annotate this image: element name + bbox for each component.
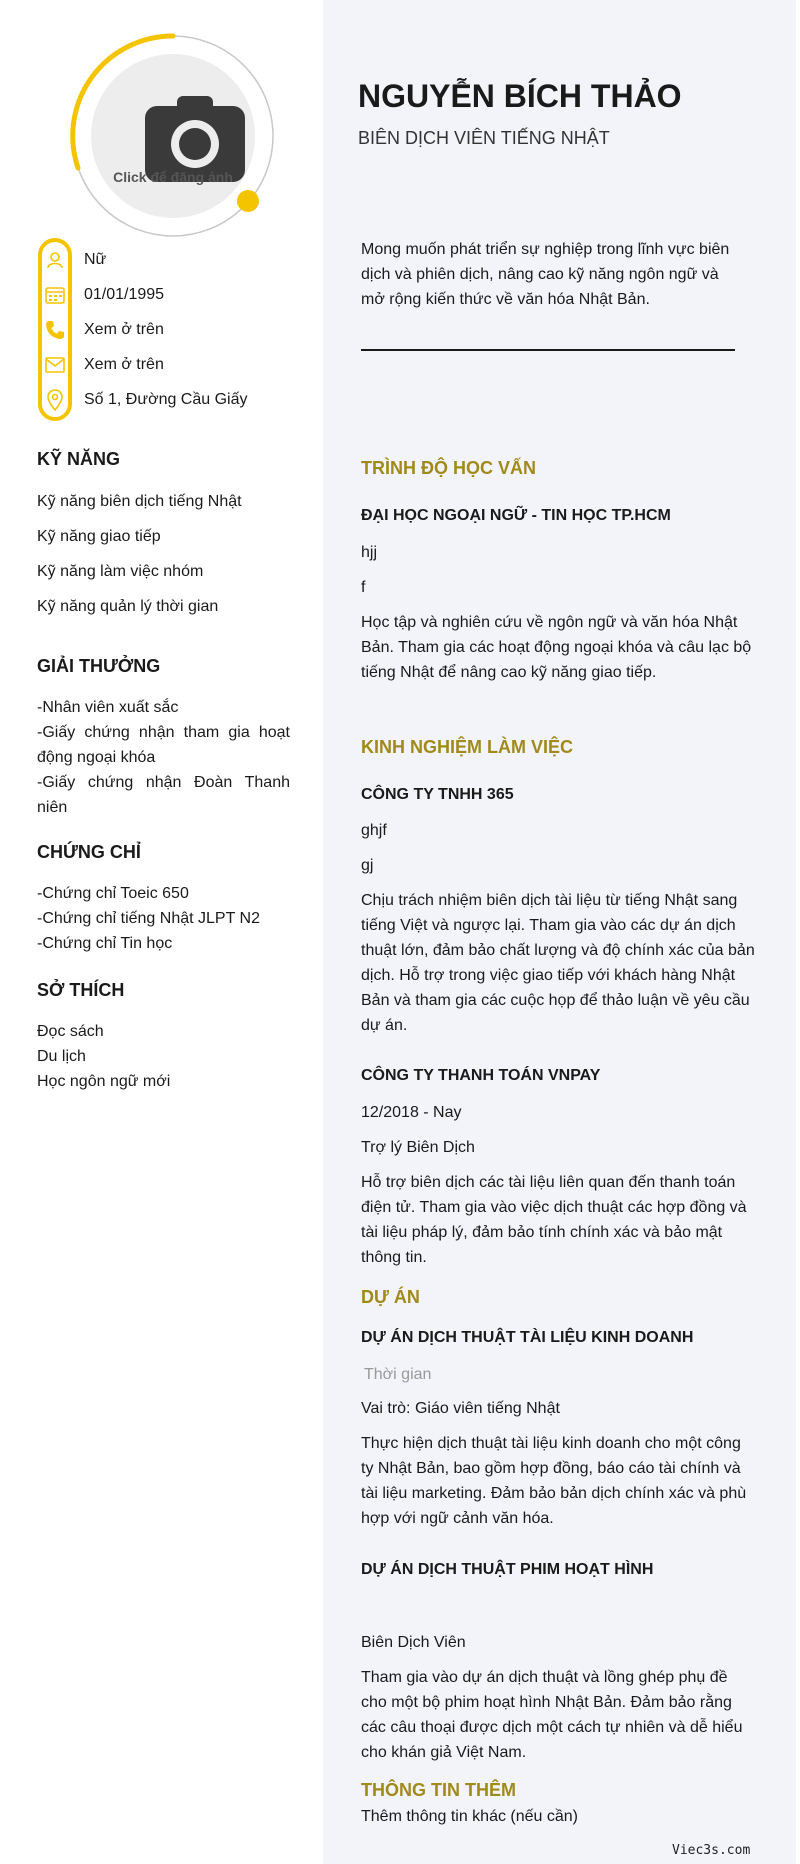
- experience-line: 12/2018 - Nay: [361, 1104, 462, 1121]
- person-icon: [38, 245, 72, 275]
- calendar-icon: [38, 280, 72, 310]
- contact-birthday: [38, 280, 308, 310]
- hobby-item: Đọc sách: [37, 1023, 104, 1040]
- award-item: -Giấy chứng nhận Đoàn Thanh niên: [37, 774, 290, 816]
- experience-heading: KINH NGHIỆM LÀM VIỆC: [361, 737, 574, 757]
- phone-icon: [38, 315, 72, 345]
- skill-item: Kỹ năng quản lý thời gian: [37, 598, 219, 615]
- skill-item: Kỹ năng biên dịch tiếng Nhật: [37, 493, 242, 510]
- award-item: -Giấy chứng nhận tham gia hoạt động ngoại khóa: [37, 724, 290, 766]
- divider: [361, 349, 735, 351]
- avatar-placeholder: [91, 54, 255, 218]
- extra-heading: THÔNG TIN THÊM: [361, 1780, 516, 1800]
- experience-description: Hỗ trợ biên dịch các tài liệu liên quan đến thanh toán điện tử. Tham gia vào việc dịch thuật các hợp đồng và tài liệu pháp lý, đảm bảo tính chính xác và bảo mật thông tin.: [361, 1174, 747, 1266]
- project-role: Vai trò: Giáo viên tiếng Nhật: [361, 1400, 560, 1417]
- contact-phone: [38, 315, 308, 345]
- certificate-item: -Chứng chỉ Toeic 650: [37, 885, 189, 902]
- contact-address-text: Số 1, Đường Cầu Giấy: [84, 391, 248, 408]
- skills-heading: KỸ NĂNG: [37, 449, 121, 469]
- contact-address: [38, 385, 308, 415]
- project-description: Tham gia vào dự án dịch thuật và lồng ghép phụ đề cho một bộ phim hoạt hình Nhật Bản. Đảm bảo rằng các câu thoại được dịch một cách tự nhiên và dễ hiểu cho khán giả Việt Nam.: [361, 1669, 743, 1761]
- contact-email-text: Xem ở trên: [84, 356, 164, 373]
- experience-line: Trợ lý Biên Dịch: [361, 1139, 475, 1156]
- career-objective: Mong muốn phát triển sự nghiệp trong lĩnh vực biên dịch và phiên dịch, nâng cao kỹ năng ngôn ngữ và mở rộng kiến thức về văn hóa Nhật Bản.: [361, 241, 730, 308]
- experience-line: ghjf: [361, 822, 387, 839]
- education-description: Học tập và nghiên cứu về ngôn ngữ và văn hóa Nhật Bản. Tham gia các hoạt động ngoại khóa và câu lạc bộ tiếng Nhật để nâng cao kỹ năng giao tiếp.: [361, 614, 752, 681]
- projects-heading: DỰ ÁN: [361, 1287, 420, 1307]
- location-icon: [38, 385, 72, 415]
- project-time: Thời gian: [364, 1366, 432, 1383]
- award-item: -Nhân viên xuất sắc: [37, 699, 179, 716]
- certificate-item: -Chứng chỉ Tin học: [37, 935, 173, 952]
- hobbies-heading: SỞ THÍCH: [37, 980, 125, 1000]
- certificates-heading: CHỨNG CHỈ: [37, 842, 141, 862]
- education-school: ĐẠI HỌC NGOẠI NGỮ - TIN HỌC TP.HCM: [361, 507, 671, 524]
- hobby-item: Học ngôn ngữ mới: [37, 1073, 171, 1090]
- experience-company: CÔNG TY TNHH 365: [361, 786, 514, 803]
- education-line: f: [361, 579, 366, 596]
- project-description: Thực hiện dịch thuật tài liệu kinh doanh cho một công ty Nhật Bản, bao gồm hợp đồng, báo cáo tài chính và tài liệu marketing. Đảm bảo bản dịch chính xác và phù hợp với ngữ cảnh văn hóa.: [361, 1435, 747, 1527]
- experience-description: Chịu trách nhiệm biên dịch tài liệu từ tiếng Nhật sang tiếng Việt và ngược lại. Tham gia vào các dự án dịch thuật lớn, đảm bảo chất lượng và độ chính xác của bản dịch. Hỗ trợ trong việc giao tiếp với khách hàng Nhật Bản và tham gia các cuộc họp để thảo luận về yêu cầu dự án.: [361, 892, 755, 1034]
- experience-line: gj: [361, 857, 374, 874]
- candidate-name: NGUYỄN BÍCH THẢO: [358, 78, 682, 114]
- contact-phone-text: Xem ở trên: [84, 321, 164, 338]
- hobby-item: Du lịch: [37, 1048, 86, 1065]
- mail-icon: [38, 350, 72, 380]
- awards-heading: GIẢI THƯỞNG: [37, 656, 161, 676]
- extra-text: Thêm thông tin khác (nếu cần): [361, 1808, 579, 1825]
- experience-company: CÔNG TY THANH TOÁN VNPAY: [361, 1067, 601, 1084]
- education-line: hjj: [361, 544, 378, 561]
- skill-item: Kỹ năng làm việc nhóm: [37, 563, 204, 580]
- contact-email: [38, 350, 308, 380]
- certificate-item: -Chứng chỉ tiếng Nhật JLPT N2: [37, 910, 260, 927]
- contact-gender: [38, 245, 308, 275]
- avatar-label: Click để đăng ảnh: [113, 169, 233, 185]
- education-heading: TRÌNH ĐỘ HỌC VẤN: [361, 458, 536, 478]
- project-name: DỰ ÁN DỊCH THUẬT TÀI LIỆU KINH DOANH: [361, 1329, 694, 1346]
- contact-birthday-text: 01/01/1995: [84, 286, 165, 303]
- avatar-upload[interactable]: [70, 33, 276, 239]
- watermark: Viec3s.com: [672, 1843, 751, 1858]
- project-role: Biên Dịch Viên: [361, 1634, 466, 1651]
- project-name: DỰ ÁN DỊCH THUẬT PHIM HOẠT HÌNH: [361, 1561, 654, 1578]
- contact-gender-text: Nữ: [84, 251, 107, 268]
- job-title: BIÊN DỊCH VIÊN TIẾNG NHẬT: [358, 128, 610, 148]
- skill-item: Kỹ năng giao tiếp: [37, 528, 161, 545]
